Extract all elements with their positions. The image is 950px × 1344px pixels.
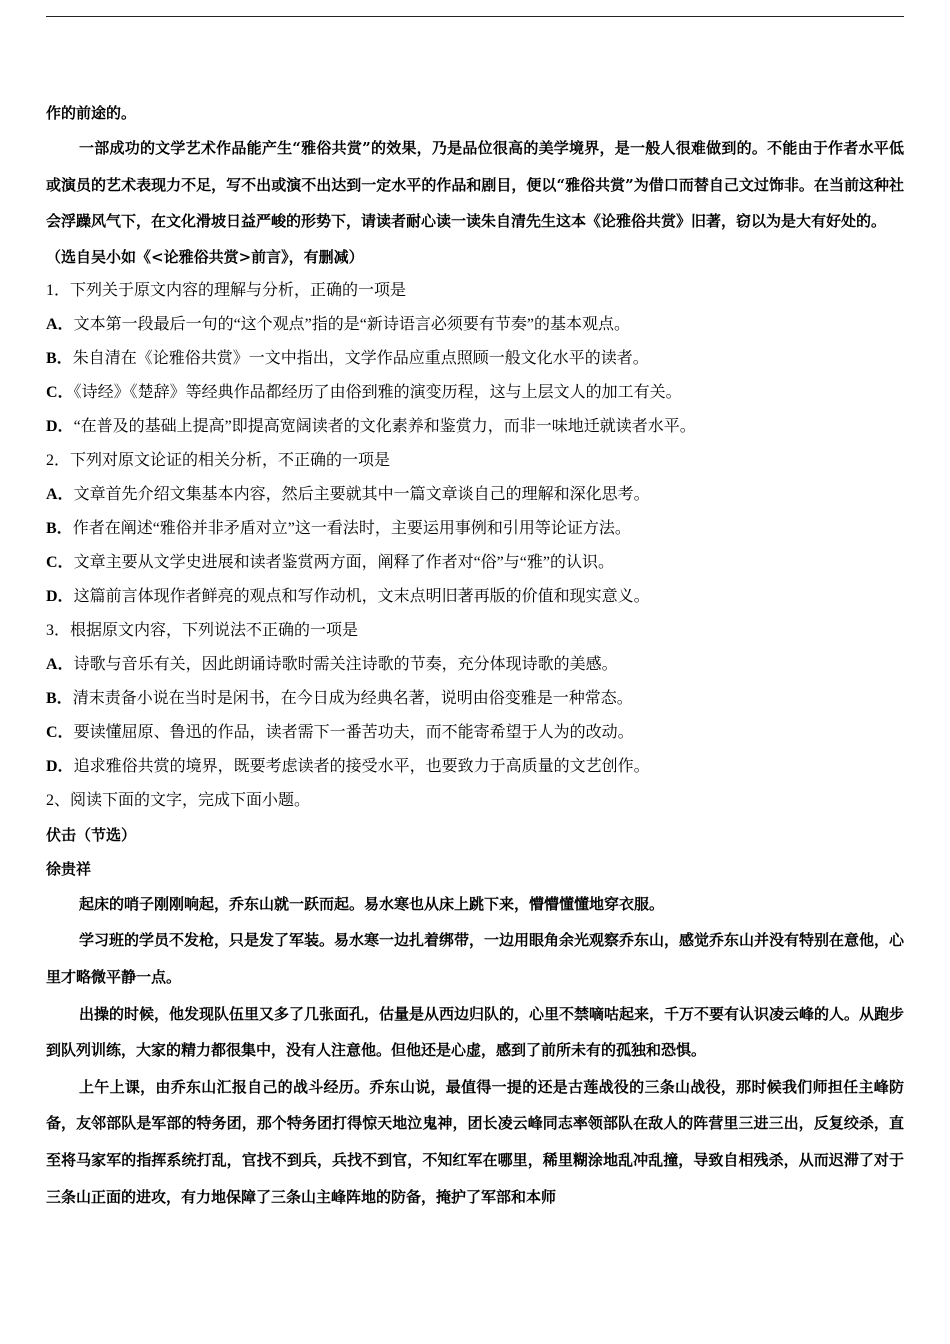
option-b — [46, 682, 904, 716]
option-text: 文本第一段最后一句的“这个观点”指的是“新诗语言必须要有节奏”的基本观点。 — [73, 315, 630, 333]
option-text: 清末责备小说在当时是闲书，在今日成为经典名著，说明由俗变雅是一种常态。 — [72, 689, 633, 707]
document-body — [46, 96, 904, 1215]
option-label: C． — [46, 723, 74, 741]
option-label: D． — [46, 417, 74, 435]
option-b — [46, 512, 904, 546]
option-label: A． — [46, 485, 74, 503]
option-label: C． — [46, 383, 74, 401]
question-1 — [46, 274, 904, 444]
source-citation: （选自吴小如《<论雅俗共赏>前言》，有删减） — [46, 247, 364, 266]
option-text: 文章主要从文学史进展和读者鉴赏两方面，阐释了作者对“俗”与“雅”的认识。 — [73, 553, 614, 571]
option-label: D． — [46, 587, 74, 605]
question-3 — [46, 614, 904, 784]
section-heading: 2、阅读下面的文字，完成下面小题。 — [46, 791, 311, 809]
option-label: A． — [46, 315, 74, 333]
option-c — [46, 546, 904, 580]
question-stem: 3．根据原文内容，下列说法不正确的一项是 — [46, 621, 359, 639]
option-text: 作者在阐述“雅俗并非矛盾对立”这一看法时，主要运用事例和引用等论证方法。 — [72, 519, 631, 537]
option-d — [46, 580, 904, 614]
option-label: B． — [46, 689, 73, 707]
option-text: 这篇前言体现作者鲜亮的观点和写作动机，文末点明旧著再版的价值和现实意义。 — [73, 587, 650, 605]
option-a — [46, 648, 904, 682]
option-c — [46, 716, 904, 750]
option-text: 诗歌与音乐有关，因此朗诵诗歌时需关注诗歌的节奏，充分体现诗歌的美感。 — [73, 655, 618, 673]
question-stem: 2．下列对原文论证的相关分析，不正确的一项是 — [46, 451, 391, 469]
option-label: D． — [46, 757, 74, 775]
paragraph-continuation: 作的前途的。 — [46, 104, 137, 122]
option-b — [46, 342, 904, 376]
story-paragraph: 出操的时候，他发现队伍里又多了几张面孔，估量是从西边归队的，心里不禁嘀咕起来，千万不要有认识凌云峰的人。从跑步到队列训练，大家的精力都很集中，没有人注意他。但他还是心虚，感到了前所未有的孤独和恐惧。 — [46, 1004, 905, 1060]
question-stem: 1．下列关于原文内容的理解与分析，正确的一项是 — [46, 281, 407, 299]
option-label: C． — [46, 553, 74, 571]
option-d — [46, 410, 904, 444]
option-label: B． — [46, 349, 73, 367]
story-paragraph: 上午上课，由乔东山汇报自己的战斗经历。乔东山说，最值得一提的还是古莲战役的三条山战役，那时候我们师担任主峰防备，友邻部队是军部的特务团，那个特务团打得惊天地泣鬼神，团长凌云峰同志率领部队在敌人的阵营里三进三出，反复绞杀，直至将马家军的指挥系统打乱，官找不到兵，兵找不到官，不知红军在哪里，稀里糊涂地乱冲乱撞，导致自相残杀，从而迟滞了对于三条山正面的进攻，有力地保障了三条山主峰阵地的防备，掩护了军部和本师 — [46, 1077, 904, 1206]
option-text: “在普及的基础上提高”即提高宽阔读者的文化素养和鉴赏力，而非一味地迁就读者水平。 — [73, 417, 696, 435]
header-rule — [46, 16, 904, 17]
option-text: 追求雅俗共赏的境界，既要考虑读者的接受水平，也要致力于高质量的文艺创作。 — [73, 757, 650, 775]
option-label: A． — [46, 655, 74, 673]
option-text: 文章首先介绍文集基本内容，然后主要就其中一篇文章谈自己的理解和深化思考。 — [73, 485, 650, 503]
story-paragraph: 起床的哨子刚刚响起，乔东山就一跃而起。易水寒也从床上跳下来，懵懵懂懂地穿衣服。 — [79, 894, 665, 913]
option-d — [46, 750, 904, 784]
story-title: 伏击（节选） — [46, 825, 137, 844]
option-text: 《诗经》《楚辞》等经典作品都经历了由俗到雅的演变历程，这与上层文人的加工有关。 — [73, 383, 682, 401]
story-author: 徐贵祥 — [46, 859, 92, 878]
paragraph-conclusion: 一部成功的文学艺术作品能产生“雅俗共赏”的效果，乃是品位很高的美学境界，是一般人很难做到的。不能由于作者水平低或演员的艺术表现力不足，写不出或演不出达到一定水平的作品和剧目，便以“雅俗共赏”为借口而替自己文过饰非。在当前这种社会浮躁风气下，在文化滑坡日益严峻的形势下，请读者耐心读一读朱自清先生这本《论雅俗共赏》旧著，窃以为是大有好处的。 — [46, 139, 904, 231]
option-text: 朱自清在《论雅俗共赏》一文中指出，文学作品应重点照顾一般文化水平的读者。 — [72, 349, 649, 367]
option-a — [46, 308, 904, 342]
option-c — [46, 376, 904, 410]
option-text: 要读懂屈原、鲁迅的作品，读者需下一番苦功夫，而不能寄希望于人为的改动。 — [73, 723, 634, 741]
option-label: B． — [46, 519, 73, 537]
question-2 — [46, 444, 904, 614]
option-a — [46, 478, 904, 512]
story-paragraph: 学习班的学员不发枪，只是发了军装。易水寒一边扎着绑带，一边用眼角余光观察乔东山，感觉乔东山并没有特别在意他，心里才略微平静一点。 — [46, 931, 905, 986]
